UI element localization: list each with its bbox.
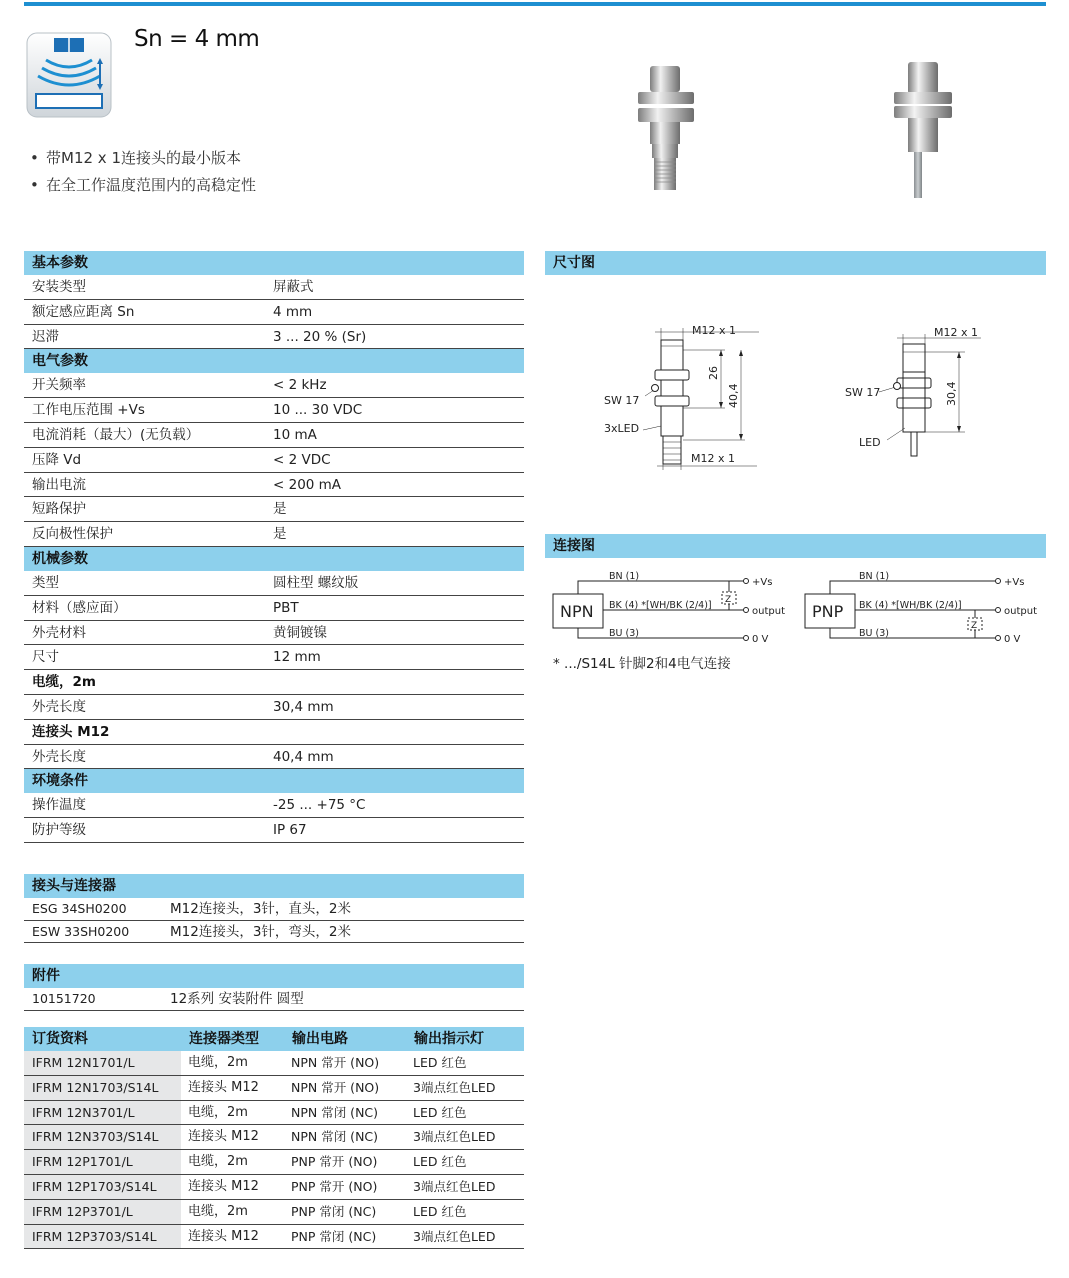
spec-row (24, 398, 524, 423)
thread-bottom-label: M12 x 1 (691, 452, 735, 465)
spec-key: 防护等级 (32, 822, 86, 839)
order-code: IFRM 12P1701/L (24, 1150, 181, 1174)
spec-value: 黄铜镀镍 (273, 624, 327, 641)
order-code: IFRM 12N3701/L (24, 1101, 181, 1125)
spec-table (24, 251, 524, 843)
output-led: 3端点红色LED (413, 1129, 496, 1145)
spec-value: -25 ... +75 °C (273, 797, 366, 814)
order-row (24, 1200, 524, 1225)
top-rule (24, 2, 1046, 6)
npn-vs-label: +Vs (752, 577, 773, 588)
npn-label: NPN (560, 602, 594, 621)
part-description: M12连接头，3针，直头，2米 (170, 901, 352, 917)
spec-key: 短路保护 (32, 501, 86, 518)
spec-row (24, 621, 524, 646)
led3-label: 3xLED (604, 422, 640, 435)
order-row (24, 1076, 524, 1101)
dim-30-label: 30,4 (945, 381, 958, 406)
spec-key: 材料（感应面） (32, 599, 127, 616)
part-number: 10151720 (32, 991, 96, 1006)
spec-row (24, 522, 524, 547)
spec-value: 40,4 mm (273, 748, 334, 765)
order-code: IFRM 12P3701/L (24, 1200, 181, 1224)
output-circuit: NPN 常开 (NO) (291, 1055, 380, 1070)
product-photo-cable (886, 58, 958, 204)
order-col-header: 连接器类型 (189, 1031, 259, 1047)
section-header-basic: 基本参数 (24, 251, 524, 275)
spec-value: 30,4 mm (273, 698, 334, 715)
spec-value: < 2 kHz (273, 377, 327, 394)
spec-key: 类型 (32, 574, 59, 591)
pnp-output-label: output (1004, 606, 1037, 617)
page-title: Sn = 4 mm (134, 26, 260, 52)
order-row (24, 1150, 524, 1175)
spec-row (24, 497, 524, 522)
order-header (24, 1027, 524, 1051)
section-header-connectors: 接头与连接器 (24, 874, 524, 898)
spec-row (24, 793, 524, 818)
spec-key: 输出电流 (32, 476, 86, 493)
spec-key: 外壳长度 (32, 748, 86, 765)
spec-value: 屏蔽式 (273, 279, 314, 295)
spec-row (24, 745, 524, 770)
spec-value: PBT (273, 599, 299, 616)
spec-row (24, 373, 524, 398)
spec-value: < 200 mA (273, 476, 342, 493)
accessory-table (24, 964, 524, 1011)
spec-value: 是 (273, 526, 287, 543)
connector-type: 电缆，2m (188, 1104, 248, 1120)
pnp-z-label: Z (971, 621, 978, 631)
spec-key: 反向极性保护 (32, 526, 113, 543)
order-code: IFRM 12P3703/S14L (24, 1225, 181, 1249)
inductive-sensor-icon (24, 30, 114, 120)
dimension-drawing (545, 300, 1046, 480)
sw17-label-cable: SW 17 (845, 386, 881, 399)
npn-bn-label: BN (1) (609, 571, 640, 582)
accessory-row (24, 988, 524, 1011)
spec-value: 4 mm (273, 303, 313, 320)
thread-top-label: M12 x 1 (692, 324, 736, 337)
spec-key: 电流消耗（最大）(无负载） (32, 426, 200, 443)
dim-26-label: 26 (707, 366, 720, 380)
spec-row (24, 695, 524, 720)
pnp-bn-label: BN (1) (859, 571, 890, 582)
spec-key: 压降 Vd (32, 451, 82, 468)
feature-item: • 带M12 x 1连接头的最小版本 (30, 146, 256, 173)
order-col-header: 输出电路 (292, 1031, 348, 1047)
wiring-diagram (545, 566, 1046, 652)
connector-type: 连接头 M12 (188, 1178, 259, 1194)
spec-key: 迟滞 (32, 328, 59, 345)
spec-value: < 2 VDC (273, 451, 331, 468)
order-code: IFRM 12N1703/S14L (24, 1076, 181, 1100)
sw17-label: SW 17 (604, 394, 640, 407)
spec-row (24, 473, 524, 498)
npn-z-label: Z (725, 595, 732, 605)
output-led: LED 红色 (413, 1154, 467, 1170)
connector-table (24, 874, 524, 943)
output-led: LED 红色 (413, 1203, 467, 1219)
order-row (24, 1175, 524, 1200)
spec-value: 10 mA (273, 426, 317, 443)
section-header-mechanical: 机械参数 (24, 547, 524, 571)
subsection-cable (24, 670, 524, 695)
spec-key: 开关频率 (32, 377, 86, 394)
output-circuit: PNP 常闭 (NC) (291, 1203, 377, 1219)
spec-row (24, 571, 524, 596)
output-led: LED 红色 (413, 1104, 467, 1120)
wiring-footnote: * .../S14L 针脚2和4电气连接 (553, 656, 731, 672)
order-col-header: 订货资料 (32, 1031, 88, 1047)
spec-row (24, 300, 524, 325)
product-photo-connector (630, 62, 700, 198)
order-row (24, 1125, 524, 1150)
connector-type: 电缆，2m (188, 1154, 248, 1170)
section-header-environment: 环境条件 (24, 769, 524, 793)
spec-key: 安装类型 (32, 279, 86, 295)
subsection-label: 连接头 M12 (32, 723, 110, 740)
spec-value: IP 67 (273, 822, 307, 839)
order-col-header: 输出指示灯 (414, 1031, 484, 1047)
output-led: LED 红色 (413, 1055, 467, 1070)
npn-output-label: output (752, 606, 785, 617)
section-header-wiring: 连接图 (545, 534, 1046, 558)
pnp-label: PNP (812, 602, 844, 621)
order-row (24, 1225, 524, 1250)
output-circuit: PNP 常开 (NO) (291, 1154, 378, 1170)
npn-0v-label: 0 V (752, 634, 769, 645)
pnp-bk-label: BK (4) *[WH/BK (2/4)] (859, 600, 962, 611)
spec-row (24, 325, 524, 350)
npn-bu-label: BU (3) (609, 628, 639, 639)
part-number: ESW 33SH0200 (32, 923, 130, 939)
npn-bk-label: BK (4) *[WH/BK (2/4)] (609, 600, 712, 611)
spec-row (24, 596, 524, 621)
spec-key: 外壳长度 (32, 698, 86, 715)
spec-value: 圆柱型 螺纹版 (273, 574, 359, 591)
dimension-section (545, 251, 1046, 275)
order-table (24, 1027, 524, 1249)
part-description: 12系列 安装附件 圆型 (170, 991, 304, 1007)
dim-40-label: 40,4 (727, 383, 740, 408)
part-description: M12连接头，3针，弯头，2米 (170, 923, 352, 940)
connector-type: 连接头 M12 (188, 1129, 259, 1145)
spec-row (24, 423, 524, 448)
spec-value: 10 ... 30 VDC (273, 402, 363, 419)
output-circuit: NPN 常闭 (NC) (291, 1129, 379, 1145)
pnp-bu-label: BU (3) (859, 628, 889, 639)
spec-value: 12 mm (273, 649, 321, 666)
order-row (24, 1051, 524, 1076)
spec-key: 操作温度 (32, 797, 86, 814)
output-led: 3端点红色LED (413, 1079, 496, 1095)
spec-value: 是 (273, 501, 287, 518)
accessory-row (24, 921, 524, 944)
output-led: 3端点红色LED (413, 1178, 496, 1194)
spec-row (24, 645, 524, 670)
spec-row (24, 818, 524, 843)
spec-row (24, 448, 524, 473)
pnp-vs-label: +Vs (1004, 577, 1025, 588)
order-code: IFRM 12P1703/S14L (24, 1175, 181, 1199)
spec-key: 外壳材料 (32, 624, 86, 641)
connector-type: 连接头 M12 (188, 1079, 259, 1095)
wiring-section (545, 534, 1046, 558)
spec-key: 工作电压范围 +Vs (32, 402, 145, 419)
feature-item: • 在全工作温度范围内的高稳定性 (30, 173, 256, 200)
order-code: IFRM 12N1701/L (24, 1051, 181, 1075)
order-code: IFRM 12N3703/S14L (24, 1125, 181, 1149)
output-circuit: NPN 常闭 (NC) (291, 1104, 379, 1120)
section-header-accessories: 附件 (24, 964, 524, 988)
pnp-0v-label: 0 V (1004, 634, 1021, 645)
connector-type: 电缆，2m (188, 1203, 248, 1219)
spec-key: 尺寸 (32, 649, 59, 666)
spec-key: 额定感应距离 Sn (32, 303, 135, 320)
section-header-dimensions: 尺寸图 (545, 251, 1046, 275)
output-circuit: PNP 常开 (NO) (291, 1178, 378, 1194)
accessory-row (24, 898, 524, 921)
output-circuit: NPN 常开 (NO) (291, 1079, 380, 1095)
connector-type: 电缆，2m (188, 1055, 248, 1070)
subsection-label: 电缆，2m (32, 674, 96, 691)
subsection-connector (24, 720, 524, 745)
order-row (24, 1101, 524, 1126)
output-led: 3端点红色LED (413, 1228, 496, 1244)
thread-label-cable: M12 x 1 (934, 326, 978, 339)
part-number: ESG 34SH0200 (32, 901, 127, 916)
led-label: LED (859, 436, 881, 449)
spec-value: 3 ... 20 % (Sr) (273, 328, 367, 345)
section-header-electrical: 电气参数 (24, 349, 524, 373)
output-circuit: PNP 常闭 (NC) (291, 1228, 377, 1244)
spec-row (24, 275, 524, 300)
feature-list (30, 146, 256, 200)
connector-type: 连接头 M12 (188, 1228, 259, 1244)
